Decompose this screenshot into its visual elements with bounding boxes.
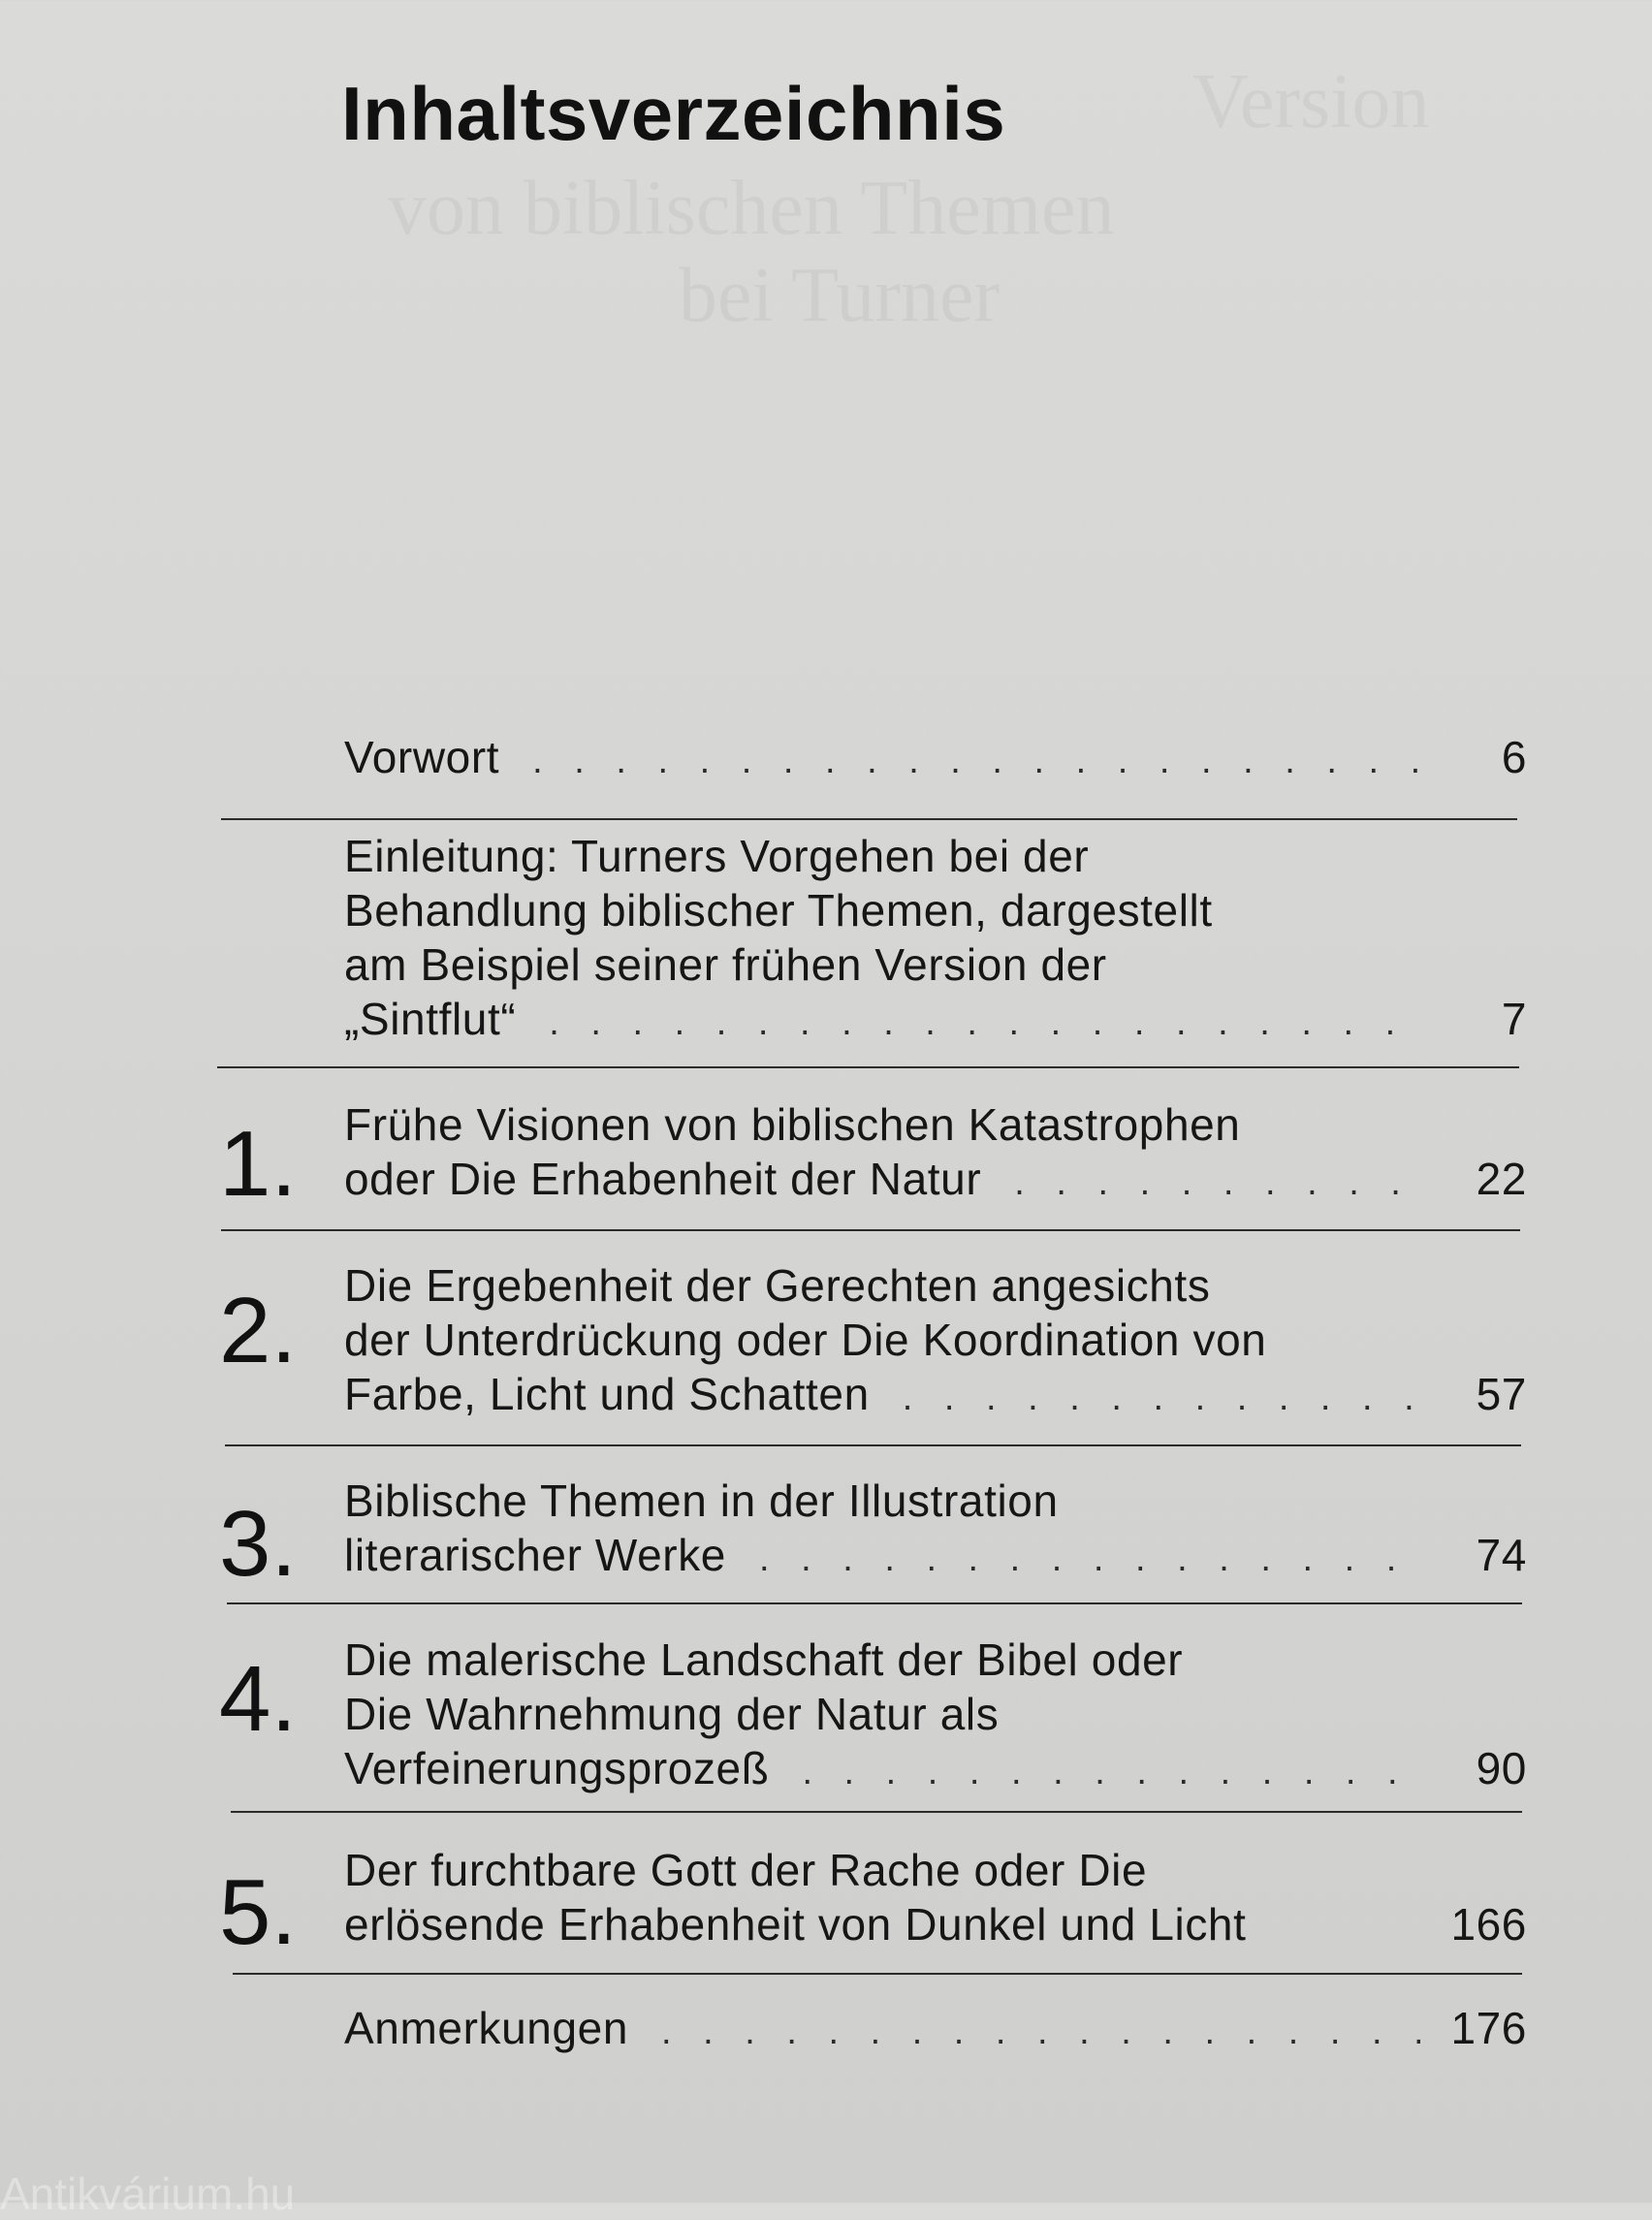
toc-entry-line: Behandlung biblischer Themen, dargestellt [344, 885, 1213, 936]
toc-entry-line: Die Ergebenheit der Gerechten angesichts [344, 1260, 1211, 1311]
toc-entry-line [344, 730, 1527, 784]
chapter-number: 1. [219, 1112, 298, 1216]
toc-entry-title: oder Die Erhabenheit der Natur [344, 1154, 982, 1204]
divider [225, 1444, 1521, 1446]
chapter-number: 4. [219, 1647, 298, 1751]
toc-entry-chapter-4[interactable] [344, 1633, 1527, 1795]
dot-leader [532, 734, 1420, 788]
toc-entry-line [344, 1152, 1527, 1206]
divider [227, 1602, 1522, 1604]
toc-entry-line [344, 992, 1527, 1046]
toc-page-number: 74 [1476, 1530, 1527, 1580]
toc-entry-title: Farbe, Licht und Schatten [344, 1369, 870, 1419]
toc-entry-line [344, 1897, 1527, 1951]
toc-page-number: 166 [1450, 1899, 1527, 1950]
chapter-number: 2. [219, 1279, 298, 1382]
toc-entry-chapter-5[interactable] [344, 1843, 1527, 1951]
toc-entry-line [344, 2001, 1527, 2055]
toc-entry-line: Die Wahrnehmung der Natur als [344, 1689, 1000, 1739]
toc-entry-einleitung[interactable] [344, 829, 1527, 1046]
toc-entry-line: Biblische Themen in der Illustration [344, 1475, 1059, 1526]
dot-leader [759, 1532, 1420, 1586]
toc-entry-line [344, 1528, 1527, 1582]
dot-leader [802, 1745, 1420, 1799]
toc-entry-chapter-2[interactable] [344, 1258, 1527, 1421]
toc-page-number: 90 [1476, 1743, 1527, 1793]
toc-entry-line [344, 1741, 1527, 1795]
toc-entry-chapter-3[interactable] [344, 1474, 1527, 1582]
dot-leader [661, 2005, 1420, 2059]
toc-entry-line: Der furchtbare Gott der Rache oder Die [344, 1845, 1148, 1895]
chapter-number: 5. [219, 1860, 298, 1964]
toc-entry-title: erlösende Erhabenheit von Dunkel und Licht [344, 1899, 1247, 1950]
toc-entry-chapter-1[interactable] [344, 1097, 1527, 1206]
toc-page-number: 6 [1501, 732, 1527, 782]
toc-entry-title: Anmerkungen [344, 2003, 628, 2053]
divider [233, 1973, 1522, 1975]
toc-entry-title: Verfeinerungsprozeß [344, 1743, 770, 1793]
toc-page-number: 7 [1501, 994, 1527, 1044]
toc-page-number: 176 [1450, 2003, 1527, 2053]
toc-entry-line: Die malerische Landschaft der Bibel oder [344, 1634, 1184, 1685]
divider [217, 1066, 1519, 1068]
toc-entry-title: Vorwort [344, 732, 500, 782]
toc-entry-line: der Unterdrückung oder Die Koordination von [344, 1315, 1267, 1365]
divider [221, 1229, 1520, 1231]
page-title: Inhaltsverzeichnis [341, 71, 1006, 156]
toc-entry-line: Einleitung: Turners Vorgehen bei der [344, 831, 1090, 881]
toc-page-number: 57 [1476, 1369, 1527, 1419]
dot-leader [1014, 1156, 1420, 1210]
watermark-text: Antikvárium.hu [0, 2169, 296, 2219]
dot-leader [903, 1371, 1420, 1425]
toc-entry-line [344, 1367, 1527, 1421]
toc-entry-line: am Beispiel seiner frühen Version der [344, 939, 1107, 990]
dot-leader [549, 996, 1420, 1050]
toc-entry-vorwort[interactable] [344, 730, 1527, 784]
toc-entry-title: „Sintflut“ [344, 994, 517, 1044]
divider [231, 1811, 1522, 1813]
toc-entry-line: Frühe Visionen von biblischen Katastrophen [344, 1099, 1241, 1150]
chapter-number: 3. [219, 1492, 298, 1596]
toc-entry-anmerkungen[interactable] [344, 2001, 1527, 2055]
toc-entry-title: literarischer Werke [344, 1530, 726, 1580]
toc-page-number: 22 [1476, 1154, 1527, 1204]
divider [221, 818, 1517, 820]
